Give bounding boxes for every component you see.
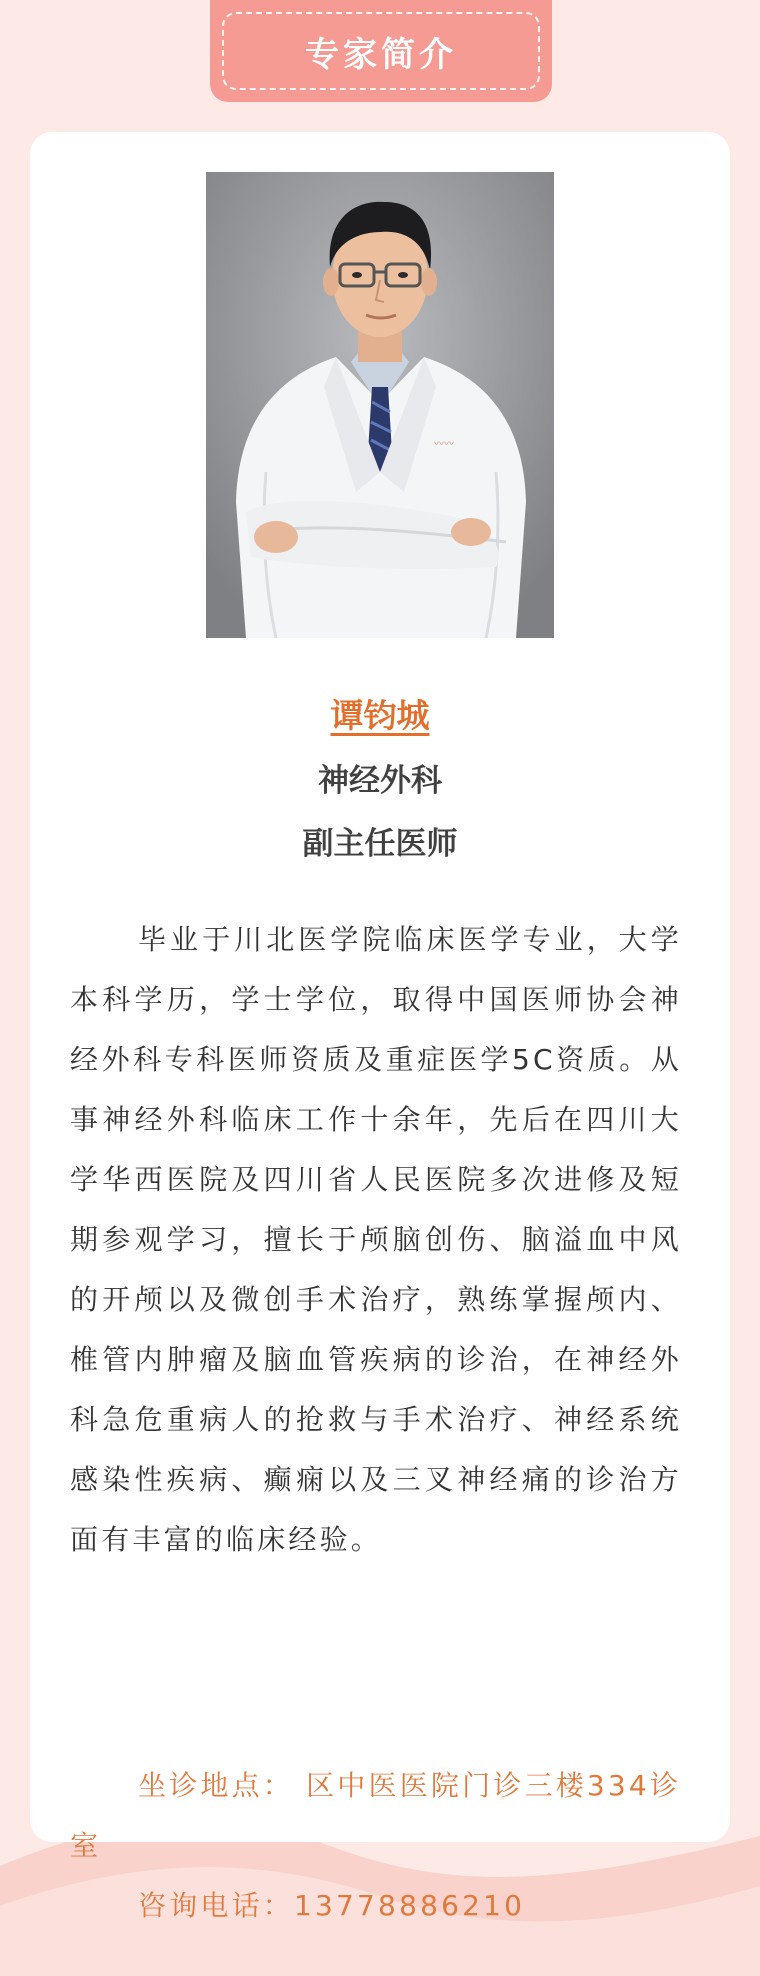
svg-text:〰〰: 〰〰	[434, 439, 454, 450]
profile-card	[30, 132, 730, 1922]
clinic-location: 坐诊地点： 区中医医院门诊三楼334诊室	[70, 1769, 682, 1862]
section-title-badge	[210, 0, 552, 102]
dashed-frame	[222, 12, 540, 90]
doctor-department: 神经外科	[318, 763, 442, 799]
consult-phone: 咨询电话：13778886210	[138, 1889, 526, 1922]
doctor-photo	[206, 172, 554, 638]
section-title: 专家简介	[305, 34, 457, 75]
doctor-portrait-illustration	[206, 172, 554, 638]
doctor-name: 谭钧城	[330, 696, 430, 735]
doctor-title: 副主任医师	[302, 826, 458, 862]
doctor-bio: 毕业于川北医学院临床医学专业，大学本科学历，学士学位，取得中国医师协会神经外科专科医师资质及重症医学5C资质。从事神经外科临床工作十余年，先后在四川大学华西医院及四川省人民医院多次进修及短期参观学习，擅长于颅脑创伤、脑溢血中风的开颅以及微创手术治疗，熟练掌握颅内、椎管内肿瘤及脑血管疾病的诊治，在神经外科急危重病人的抢救与手术治疗、神经系统感染性疾病、癫痫以及三叉神经痛的诊治方面有丰富的临床经验。	[70, 923, 682, 1556]
